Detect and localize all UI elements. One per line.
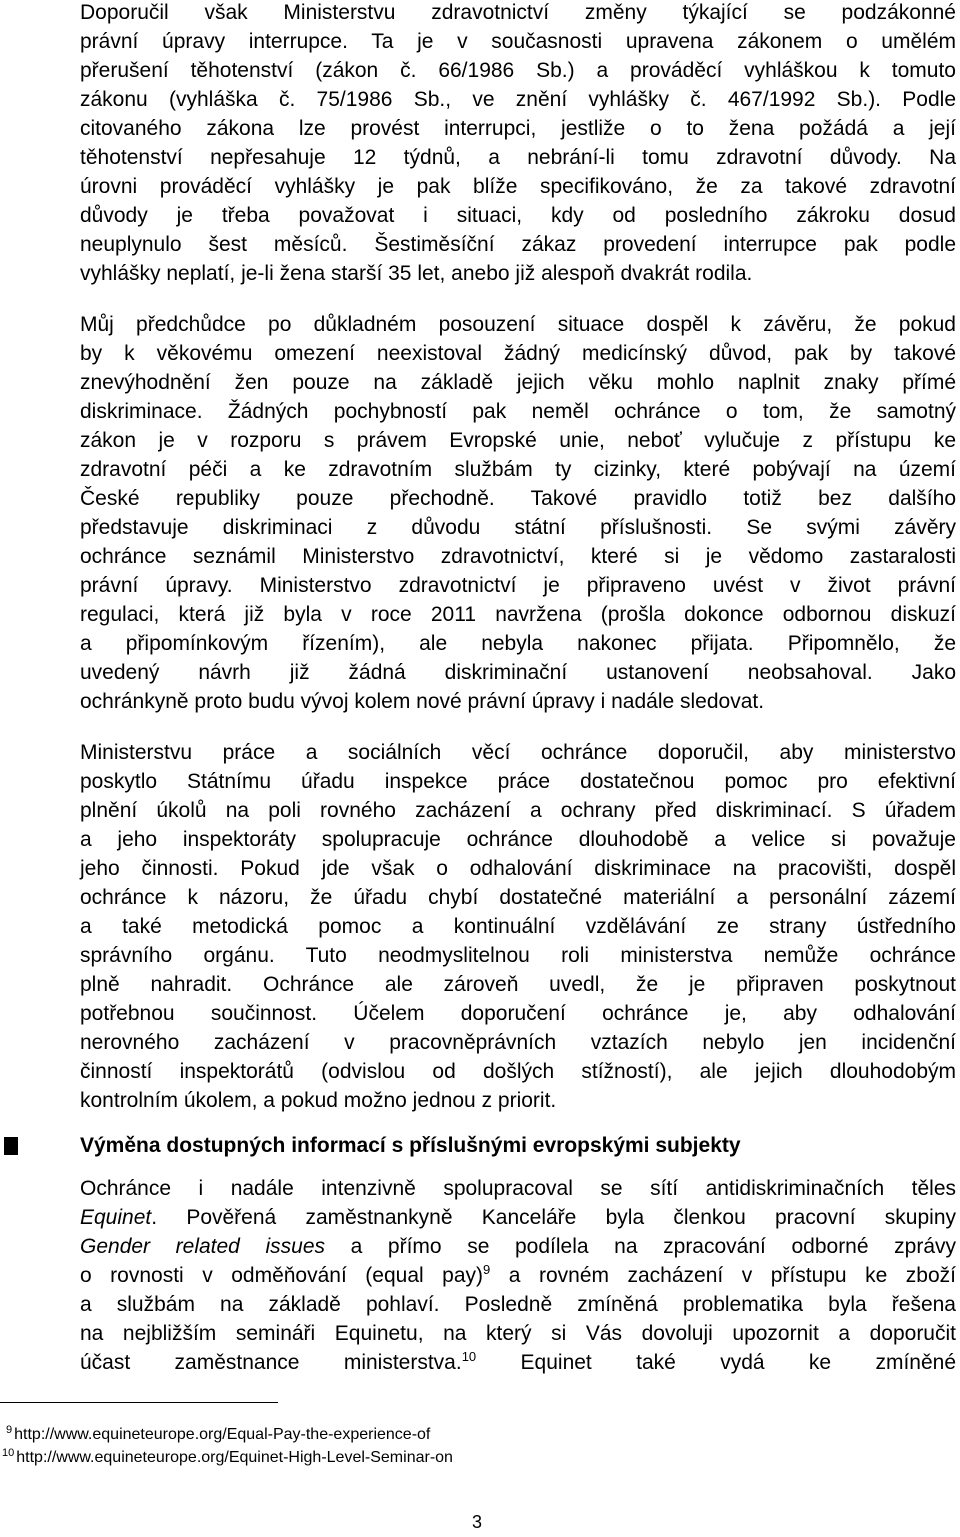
footnote-10-number: 10	[2, 1447, 15, 1459]
paragraph-line: Můj předchůdce po důkladném posouzení situace dospěl k závěru, že pokud	[80, 313, 956, 336]
paragraph-line: Doporučil však Ministerstvu zdravotnictví změny týkající se podzákonné	[80, 1, 956, 24]
paragraph-line: diskriminace. Žádných pochybností pak neměl ochránce o tom, že samotný	[80, 400, 956, 423]
paragraph-line: ochránkyně proto budu vývoj kolem nové právní úpravy i nadále sledovat.	[80, 690, 765, 713]
paragraph-line: regulaci, která již byla v roce 2011 navržena (prošla dokonce odbornou diskuzí	[80, 603, 956, 626]
paragraph-line: ochránce seznámil Ministerstvo zdravotnictví, které si je vědomo zastaralosti	[80, 545, 956, 568]
equinet-line-7-a: účast zaměstnance ministerstva.	[80, 1351, 462, 1374]
paragraph-line: právní úpravy. Ministerstvo zdravotnictví je připraveno uvést v život právní	[80, 574, 956, 597]
paragraph-line: Ministerstvu práce a sociálních věcí ochránce doporučil, aby ministerstvo	[80, 741, 956, 764]
paragraph-line: vyhlášky neplatí, je-li žena starší 35 let, anebo již alespoň dvakrát rodila.	[80, 262, 753, 285]
paragraph-line: zdravotní péči a ke zdravotním službám ty cizinky, které pobývají na území	[80, 458, 956, 481]
gender-issues-italic: Gender related issues	[80, 1235, 326, 1258]
paragraph-line: zákon je v rozporu s právem Evropské unie, neboť vylučuje z přístupu ke	[80, 429, 956, 452]
equinet-line-6: na nejbližším semináři Equinetu, na který si Vás dovoluji upozornit a doporučit	[80, 1322, 956, 1345]
footnote-ref-10: 10	[461, 1349, 477, 1364]
footnote-10	[2, 1443, 453, 1468]
footnote-ref-9: 9	[483, 1262, 491, 1277]
equinet-line-4-a: o rovnosti v odměňování (equal pay)	[80, 1264, 484, 1287]
paragraph-line: kontrolním úkolem, a pokud možno jednou z priorit.	[80, 1089, 557, 1112]
paragraph-line: potřebnou součinnost. Účelem doporučení ochránce je, aby odhalování	[80, 1002, 956, 1025]
equinet-line-5: a službám na základě pohlaví. Posledně zmíněná problematika byla řešena	[80, 1293, 956, 1316]
equinet-line-7-b: Equinet také vydá ke zmíněné	[476, 1351, 957, 1374]
footnote-9-link[interactable]: http://www.equineteurope.org/Equal-Pay-the-experience-of	[14, 1426, 431, 1443]
paragraph-line: právní úpravy interrupce. Ta je v současnosti upravena zákonem o umělém	[80, 30, 956, 53]
footnote-9	[6, 1420, 430, 1445]
paragraph-line: a jeho inspektoráty spolupracuje ochránce dlouhodobě a velice si považuje	[80, 828, 956, 851]
paragraph-line: by k věkovému omezení neexistoval žádný medicínský důvod, pak by takové	[80, 342, 956, 365]
paragraph-interruption-regulation	[80, 0, 956, 288]
section-heading: Výměna dostupných informací s příslušnými evropskými subjekty	[80, 1134, 741, 1157]
footnote-10-link[interactable]: http://www.equineteurope.org/Equinet-High-Level-Seminar-on	[16, 1449, 453, 1466]
paragraph-line: plnění úkolů na poli rovného zacházení a ochrany před diskriminací. S úřadem	[80, 799, 956, 822]
paragraph-line: zákonu (vyhláška č. 75/1986 Sb., ve znění vyhlášky č. 467/1992 Sb.). Podle	[80, 88, 956, 111]
paragraph-line: důvody je třeba považovat i situaci, kdy od posledního zákroku dosud	[80, 204, 956, 227]
paragraph-line: neuplynulo šest měsíců. Šestiměsíční zákaz provedení interrupce pak podle	[80, 233, 956, 256]
paragraph-line: uvedený návrh již žádná diskriminační ustanovení neobsahoval. Jako	[80, 661, 956, 684]
equinet-line-2	[80, 1203, 956, 1232]
paragraph-equinet	[80, 1174, 956, 1377]
equinet-line-1: Ochránce i nadále intenzivně spolupracoval se sítí antidiskriminačních těles	[80, 1177, 956, 1200]
square-bullet-icon	[4, 1137, 18, 1155]
equinet-line-3-rest: a přímo se podílela na zpracování odborné zprávy	[325, 1235, 957, 1258]
paragraph-line: nerovného zacházení v pracovněprávních vztazích nebylo jen incidenční	[80, 1031, 956, 1054]
paragraph-line: znevýhodnění žen pouze na základě jejich věku mohlo naplnit znaky přímé	[80, 371, 956, 394]
paragraph-line: představuje diskriminaci z důvodu státní příslušnosti. Se svými závěry	[80, 516, 956, 539]
paragraph-labour-ministry	[80, 738, 956, 1115]
equinet-line-4	[80, 1261, 956, 1290]
equinet-line-4-b: a rovném zacházení v přístupu ke zboží	[490, 1264, 956, 1287]
paragraph-line: poskytlo Státnímu úřadu inspekce práce dostatečnou pomoc pro efektivní	[80, 770, 956, 793]
paragraph-line: a také metodická pomoc a kontinuální vzdělávání ze strany ústředního	[80, 915, 956, 938]
paragraph-line: činností inspektorátů (odvislou od došlých stížností), ale jejich dlouhodobým	[80, 1060, 956, 1083]
equinet-line-2-rest: . Pověřená zaměstnankyně Kanceláře byla členkou pracovní skupiny	[151, 1206, 956, 1229]
paragraph-line: přerušení těhotenství (zákon č. 66/1986 Sb.) a prováděcí vyhláškou k tomuto	[80, 59, 956, 82]
paragraph-line: ochránce k názoru, že úřadu chybí dostatečné materiální a personální zázemí	[80, 886, 956, 909]
footnote-9-number: 9	[6, 1424, 13, 1436]
paragraph-predecessor-conclusion	[80, 310, 956, 716]
equinet-italic: Equinet	[80, 1206, 152, 1229]
paragraph-line: plně nahradit. Ochránce ale zároveň uvedl, že je připraven poskytnout	[80, 973, 956, 996]
paragraph-line: správního orgánu. Tuto neodmyslitelnou roli ministerstva nemůže ochránce	[80, 944, 956, 967]
paragraph-line: a připomínkovým řízením), ale nebyla nakonec přijata. Připomnělo, že	[80, 632, 956, 655]
paragraph-line: úrovni prováděcí vyhlášky je pak blíže specifikováno, že za takové zdravotní	[80, 175, 956, 198]
paragraph-line: České republiky pouze přechodně. Takové pravidlo totiž bez dalšího	[80, 487, 956, 510]
footnote-separator	[0, 1402, 278, 1403]
page-number: 3	[472, 1512, 483, 1532]
paragraph-line: těhotenství nepřesahuje 12 týdnů, a nebrání-li tomu zdravotní důvody. Na	[80, 146, 956, 169]
equinet-line-7	[80, 1348, 956, 1377]
section-heading-row	[0, 1131, 960, 1161]
paragraph-line: jeho činnosti. Pokud jde však o odhalování diskriminace na pracovišti, dospěl	[80, 857, 956, 880]
paragraph-line: citovaného zákona lze provést interrupci, jestliže o to žena požádá a její	[80, 117, 956, 140]
equinet-line-3	[80, 1232, 956, 1261]
